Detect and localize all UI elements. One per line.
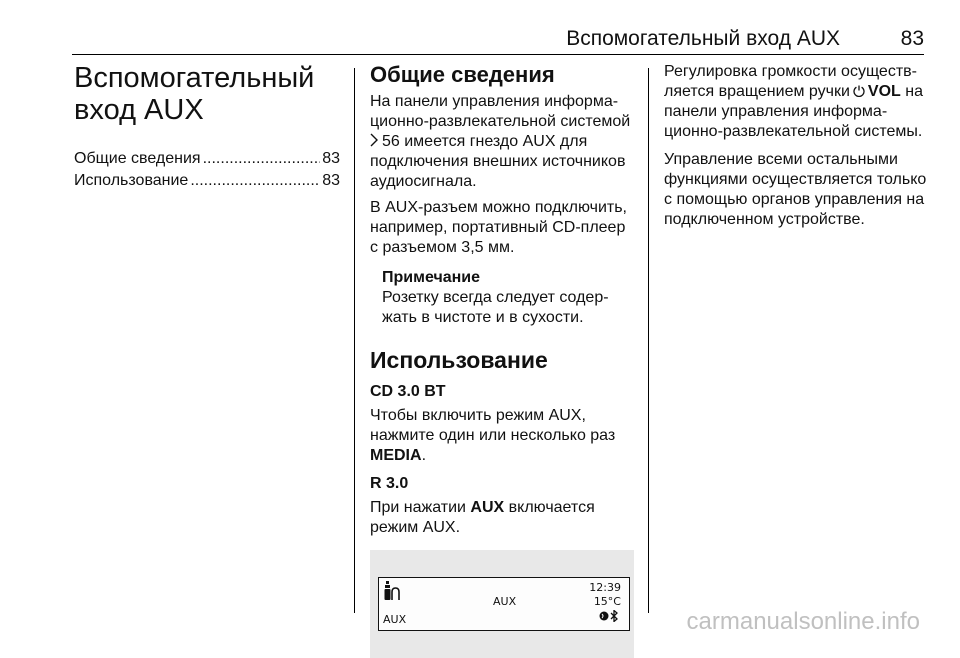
section-heading-usage: Использование [370,347,548,373]
toc-page[interactable]: 83 [322,150,340,167]
toc-label[interactable]: Использование [74,172,189,189]
toc-label[interactable]: Общие сведения [74,150,201,167]
section-heading-general: Общие сведения [370,62,555,87]
text-line: На панели управления информа- [370,93,619,110]
text-line-with-ref [370,132,638,152]
general-paragraph-1 [370,92,638,192]
note-box [382,268,638,328]
toc-item-general[interactable] [74,148,340,170]
content-column-middle [370,62,638,658]
r-paragraph [370,498,638,538]
toc-page[interactable]: 83 [322,172,340,189]
text-line: аудиосигнала. [370,173,477,190]
toc-leader-dots [203,148,321,170]
display-clock: 12:39 [589,581,621,594]
display-source-label: AUX [383,613,407,626]
note-title: Примечание [382,269,481,286]
aux-button-label: AUX [470,499,505,516]
text-line: подключенном устройстве. [664,211,865,228]
text-line: Регулировка громкости осуществ- [664,63,917,80]
chapter-column [74,62,340,192]
subheading-r: R 3.0 [370,475,409,492]
display-temperature: 15°C [593,595,621,608]
content-column-right [664,62,932,236]
bluetooth-icon [599,610,621,622]
toc-item-usage[interactable] [74,170,340,192]
text-line: например, портативный CD-плеер [370,219,626,236]
text-line: Чтобы включить режим AUX, [370,407,586,424]
table-of-contents [74,148,340,192]
text-line: с помощью органов управления на [664,191,925,208]
rotary-knob-icon [853,85,865,97]
text-line: В AUX-разъем можно подключить, [370,199,627,216]
text-line: с разъемом 3,5 мм. [370,239,515,256]
media-button-label: MEDIA [370,447,422,464]
header-rule [72,54,924,55]
text-line: режим AUX. [370,519,461,536]
display-mode-label: AUX [493,595,517,608]
text-line: ционно-развлекательной системы. [664,123,923,140]
vol-button-label: VOL [867,83,901,100]
note-line: жать в чистоте и в сухости. [382,309,584,326]
text-line: нажмите один или несколько раз [370,427,616,444]
text-line: Управление всеми остальными [664,151,898,168]
note-line: Розетку всегда следует содер- [382,289,609,306]
text-fragment: включается [504,499,595,516]
column-divider-left [354,68,355,613]
header-title: Вспомогательный вход AUX [566,27,840,50]
cd-paragraph [370,406,638,466]
chapter-title-line: вход AUX [74,94,204,126]
text-line [664,82,932,102]
text-fragment: ляется вращением ручки [664,83,850,100]
subheading-cd: CD 3.0 BT [370,383,446,400]
toc-leader-dots [190,170,320,192]
text-line: панели управления информа- [664,103,888,120]
display-screen [378,577,630,631]
chapter-title [74,62,340,126]
text-line: подключения внешних источников [370,153,626,170]
punctuation: . [421,447,427,464]
text-line: функциями осуществляется только [664,171,927,188]
aux-plug-icon [383,581,407,605]
text-fragment: При нажатии [370,499,471,516]
text-line [370,498,638,518]
text-fragment: на [900,83,923,100]
text-line [370,446,638,466]
page-reference-icon[interactable] [370,133,379,147]
controls-paragraph [664,150,932,230]
watermark: carmanualsonline.info [686,608,920,635]
text-line: 56 имеется гнездо AUX для [382,133,588,150]
text-line: ционно-развлекательной системой [370,113,631,130]
general-paragraph-2 [370,198,638,258]
chapter-title-line: Вспомогательный [74,62,315,94]
volume-paragraph [664,62,932,142]
column-divider-right [648,68,649,613]
page-number: 83 [900,27,924,50]
